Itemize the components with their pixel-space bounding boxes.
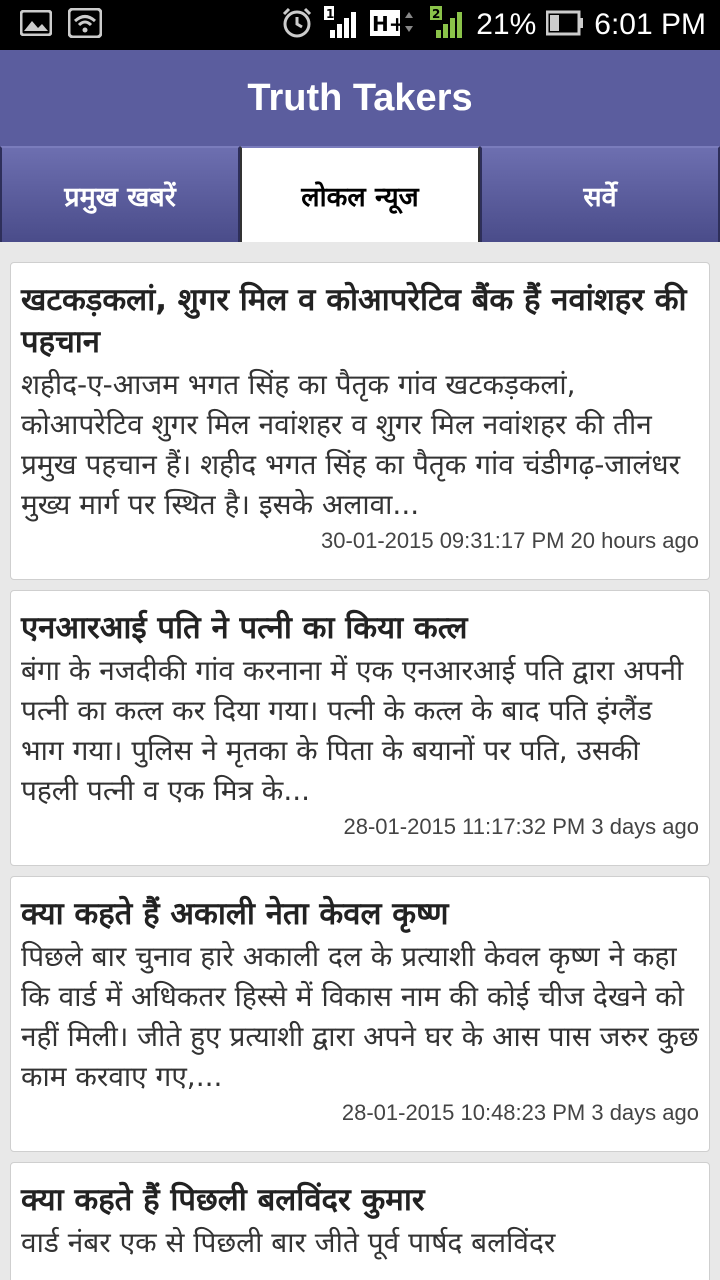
news-summary: वार्ड नंबर एक से पिछली बार जीते पूर्व पार्षद बलविंदर (21, 1226, 556, 1259)
status-bar-right (280, 8, 706, 42)
tab-bar (0, 146, 720, 242)
news-title: खटकड़कलां, शुगर मिल व कोआपरेटिव बैंक हैं नवांशहर की पहचान (21, 282, 687, 360)
news-list[interactable] (0, 242, 720, 1280)
news-timestamp: 28-01-2015 10:48:23 PM 3 days ago (341, 1100, 699, 1125)
gallery-icon (20, 10, 52, 40)
battery-percent: 21% (476, 8, 537, 41)
status-time: 6:01 PM (594, 8, 706, 41)
wifi-icon (68, 8, 102, 42)
news-card[interactable] (10, 262, 710, 580)
news-card[interactable] (10, 876, 710, 1152)
svg-text:2: 2 (432, 7, 441, 21)
network-type-icon (370, 6, 420, 44)
sim1-signal-icon (324, 6, 360, 44)
news-title: एनआरआई पति ने पत्नी का किया कत्ल (21, 610, 468, 646)
tab-local-news[interactable]: लोकल न्यूज (240, 146, 480, 242)
news-summary: शहीद-ए-आजम भगत सिंह का पैतृक गांव खटकड़कलां, कोआपरेटिव शुगर मिल नवांशहर व शुगर मिल नवांशहर की तीन प्रमुख पहचान हैं। शहीद भगत सिंह का पैतृक गांव चंडीगढ़-जालंधर मुख्य मार्ग पर स्थित है। इसके अलावा... (21, 368, 681, 521)
tab-top-news[interactable]: प्रमुख खबरें (0, 146, 240, 242)
status-bar (0, 0, 720, 50)
app-bar (0, 50, 720, 146)
news-timestamp: 30-01-2015 09:31:17 PM 20 hours ago (321, 528, 699, 553)
status-bar-left (20, 8, 102, 42)
svg-text:H+: H+ (372, 12, 406, 36)
news-summary: बंगा के नजदीकी गांव करनाना में एक एनआरआई पति द्वारा अपनी पत्नी का कत्ल कर दिया गया। पत्नी के कत्ल के बाद पति इंग्लैंड भाग गया। पुलिस ने मृतका के पिता के बयानों पर पति, उसकी पहली पत्नी व एक मित्र के... (21, 654, 684, 807)
news-card[interactable] (10, 590, 710, 866)
tab-survey[interactable]: सर्वे (480, 146, 720, 242)
news-card[interactable] (10, 1162, 710, 1280)
battery-icon (546, 10, 584, 40)
news-timestamp: 28-01-2015 11:17:32 PM 3 days ago (343, 814, 699, 839)
news-title: क्या कहते हैं पिछली बलविंदर कुमार (21, 1182, 425, 1218)
svg-text:1: 1 (326, 7, 335, 21)
sim2-signal-icon (430, 6, 466, 44)
news-summary: पिछले बार चुनाव हारे अकाली दल के प्रत्याशी केवल कृष्ण ने कहा कि वार्ड में अधिकतर हिस्से में विकास नाम की कोई चीज देखने को नहीं मिली। जीते हुए प्रत्याशी द्वारा अपने घर के आस पास जरुर कुछ काम करवाए गए,... (21, 940, 699, 1093)
app-title: Truth Takers (247, 77, 473, 119)
news-title: क्या कहते हैं अकाली नेता केवल कृष्ण (21, 896, 449, 932)
alarm-icon (280, 6, 314, 44)
